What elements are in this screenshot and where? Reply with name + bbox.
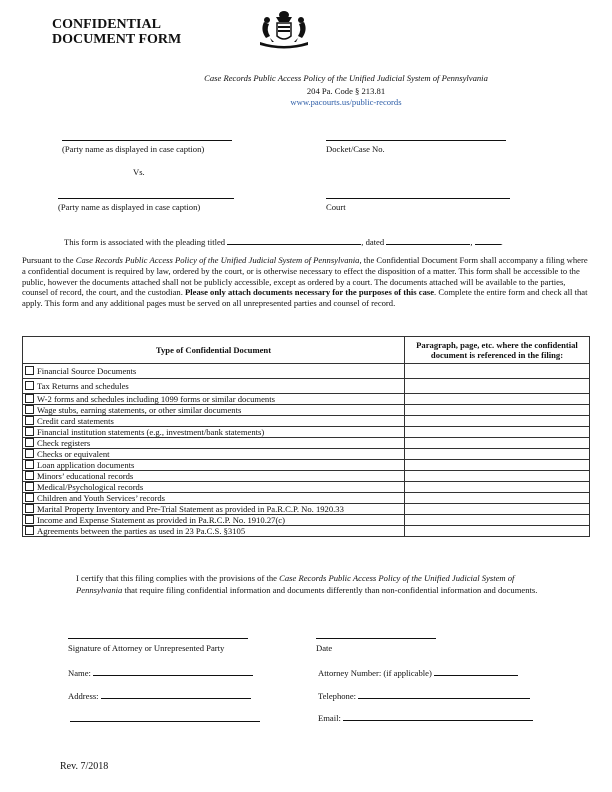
checkbox[interactable] [25,427,34,436]
document-type-cell [23,449,405,460]
pleading-date-field[interactable] [386,244,470,245]
table-row [23,379,590,394]
pleading-year-field[interactable] [475,244,501,245]
date-label: Date [316,643,333,653]
document-type-label: Marital Property Inventory and Pre-Trial Statement as provided in Pa.R.C.P. No. 1920.33 [37,504,344,514]
pleading-dated-label: , dated [361,237,385,247]
docket-label: Docket/Case No. [326,144,385,154]
reference-cell[interactable] [405,482,590,493]
court-label: Court [326,202,346,212]
table-row [23,504,590,515]
table-row [23,405,590,416]
email-label: Email: [318,713,341,723]
reference-cell[interactable] [405,394,590,405]
checkbox[interactable] [25,482,34,491]
document-type-label: Financial institution statements (e.g., investment/bank statements) [37,427,265,437]
document-type-cell [23,493,405,504]
instructions-paragraph [22,255,588,309]
checkbox[interactable] [25,394,34,403]
certify-text-1: I certify that this filing complies with the provisions of the [76,573,280,583]
checkbox[interactable] [25,366,34,375]
document-type-label: Medical/Psychological records [37,482,144,492]
reference-cell[interactable] [405,460,590,471]
checkbox[interactable] [25,449,34,458]
form-title-line1: CONFIDENTIAL [52,17,161,32]
document-type-label: Financial Source Documents [37,366,137,376]
telephone-row [318,691,530,701]
document-type-label: Check registers [37,438,91,448]
docket-line[interactable] [326,140,506,141]
document-type-cell [23,460,405,471]
name-field[interactable] [93,675,253,676]
name-label: Name: [68,668,91,678]
document-type-cell [23,438,405,449]
checkbox[interactable] [25,416,34,425]
attorney-number-label: Attorney Number: (if applicable) [318,668,432,678]
document-type-label: Children and Youth Services’ records [37,493,166,503]
party1-label: (Party name as displayed in case caption) [62,144,205,154]
attorney-number-field[interactable] [434,675,518,676]
checkbox[interactable] [25,381,34,390]
reference-cell[interactable] [405,427,590,438]
revision-label: Rev. 7/2018 [60,761,109,772]
document-type-cell [23,471,405,482]
table-row [23,515,590,526]
telephone-label: Telephone: [318,691,357,701]
pennsylvania-coat-of-arms-icon [256,8,312,50]
party2-line[interactable] [58,198,234,199]
form-title [52,17,181,47]
code-reference: 204 Pa. Code § 213.81 [306,86,386,96]
document-type-label: W-2 forms and schedules including 1099 forms or similar documents [37,394,275,404]
document-type-cell [23,427,405,438]
table-row [23,449,590,460]
document-type-cell [23,515,405,526]
reference-cell[interactable] [405,526,590,537]
name-row [68,668,253,678]
table-header-row [23,337,590,364]
document-type-cell [23,364,405,379]
signature-line[interactable] [68,638,248,639]
telephone-field[interactable] [358,698,530,699]
reference-cell[interactable] [405,364,590,379]
form-title-line2: DOCUMENT FORM [52,32,182,47]
party1-line[interactable] [62,140,232,141]
public-records-link[interactable]: www.pacourts.us/public-records [290,97,402,107]
document-type-label: Agreements between the parties as used in 23 Pa.C.S. §3105 [37,526,246,536]
instructions-bold-notice: Please only attach documents necessary for the purposes of this case [185,287,435,298]
reference-cell[interactable] [405,416,590,427]
document-type-cell [23,482,405,493]
document-type-label: Tax Returns and schedules [37,381,129,391]
email-row [318,713,533,723]
document-type-cell [23,405,405,416]
table-row [23,482,590,493]
instructions-policy-italic: Case Records Public Access Policy of the Unified Judicial System of Pennsylvania [75,255,360,265]
checkbox[interactable] [25,526,34,535]
pleading-prefix: This form is associated with the pleading titled [64,237,226,247]
reference-cell[interactable] [405,504,590,515]
table-row [23,526,590,537]
col-reference-header: Paragraph, page, etc. where the confidential document is referenced in the filing: [405,337,590,364]
reference-cell[interactable] [405,515,590,526]
checkbox[interactable] [25,471,34,480]
court-line[interactable] [326,198,510,199]
document-type-label: Minors’ educational records [37,471,134,481]
table-row [23,364,590,379]
address-label: Address: [68,691,99,701]
attorney-number-row [318,668,518,678]
instructions-text-1: Pursuant to the [22,255,76,265]
document-type-cell [23,394,405,405]
signature-label: Signature of Attorney or Unrepresented Party [68,643,225,653]
checkbox[interactable] [25,504,34,513]
checkbox[interactable] [25,493,34,502]
reference-cell[interactable] [405,438,590,449]
table-row [23,427,590,438]
table-row [23,394,590,405]
document-type-label: Credit card statements [37,416,114,426]
certify-text-2: that require filing confidential information and documents differently than non-confidential information and documents. [122,584,538,595]
reference-cell[interactable] [405,493,590,504]
document-type-cell [23,416,405,427]
checkbox[interactable] [25,460,34,469]
table-row [23,416,590,427]
pleading-line: This form is associated with the pleading titled , dated , . [64,237,503,247]
document-type-cell [23,526,405,537]
document-type-label: Loan application documents [37,460,135,470]
party2-label: (Party name as displayed in case caption) [58,202,201,212]
document-type-label: Income and Expense Statement as provided in Pa.R.C.P. No. 1910.27(c) [37,515,285,525]
reference-cell[interactable] [405,379,590,394]
policy-name: Case Records Public Access Policy of the Unified Judicial System of Pennsylvania [204,73,488,83]
instructions-text-3: . Complete the entire form and check all that apply. This form and any additional pages must be served on all unrepresented parties and counsel of record. [22,287,588,309]
table-row [23,493,590,504]
checkbox[interactable] [25,515,34,524]
table-row [23,471,590,482]
table-row [23,460,590,471]
col-type-header: Type of Confidential Document [23,337,405,364]
table-row [23,438,590,449]
versus-label: Vs. [133,167,145,177]
checkbox[interactable] [25,405,34,414]
pleading-title-field[interactable] [227,244,361,245]
certification-statement [76,573,546,596]
certify-policy-italic: Case Records Public Access Policy of the Unified Judicial System of Pennsylvania [76,573,515,595]
email-field[interactable] [343,720,533,721]
checkbox[interactable] [25,438,34,447]
confidential-documents-table [22,336,590,537]
date-line[interactable] [316,638,436,639]
reference-cell[interactable] [405,471,590,482]
document-type-cell [23,504,405,515]
instructions-text-2: , the Confidential Document Form shall accompany a filing where a confidential document is required by law, ordered by the court, or is otherwise necessary to effect the disposition of a matter. This form shall be accessible to the public, however the documents attached shall not be publicly accessible, except as ordered by a court. The documents attached will be available to the parties, counsel of record, the court, and the custodian. [22,255,588,298]
address-line-2[interactable] [70,721,260,722]
document-type-label: Wage stubs, earning statements, or other similar documents [37,405,242,415]
document-type-label: Checks or equivalent [37,449,110,459]
reference-cell[interactable] [405,449,590,460]
address-row [68,691,251,701]
reference-cell[interactable] [405,405,590,416]
address-field[interactable] [101,698,251,699]
document-type-cell [23,379,405,394]
